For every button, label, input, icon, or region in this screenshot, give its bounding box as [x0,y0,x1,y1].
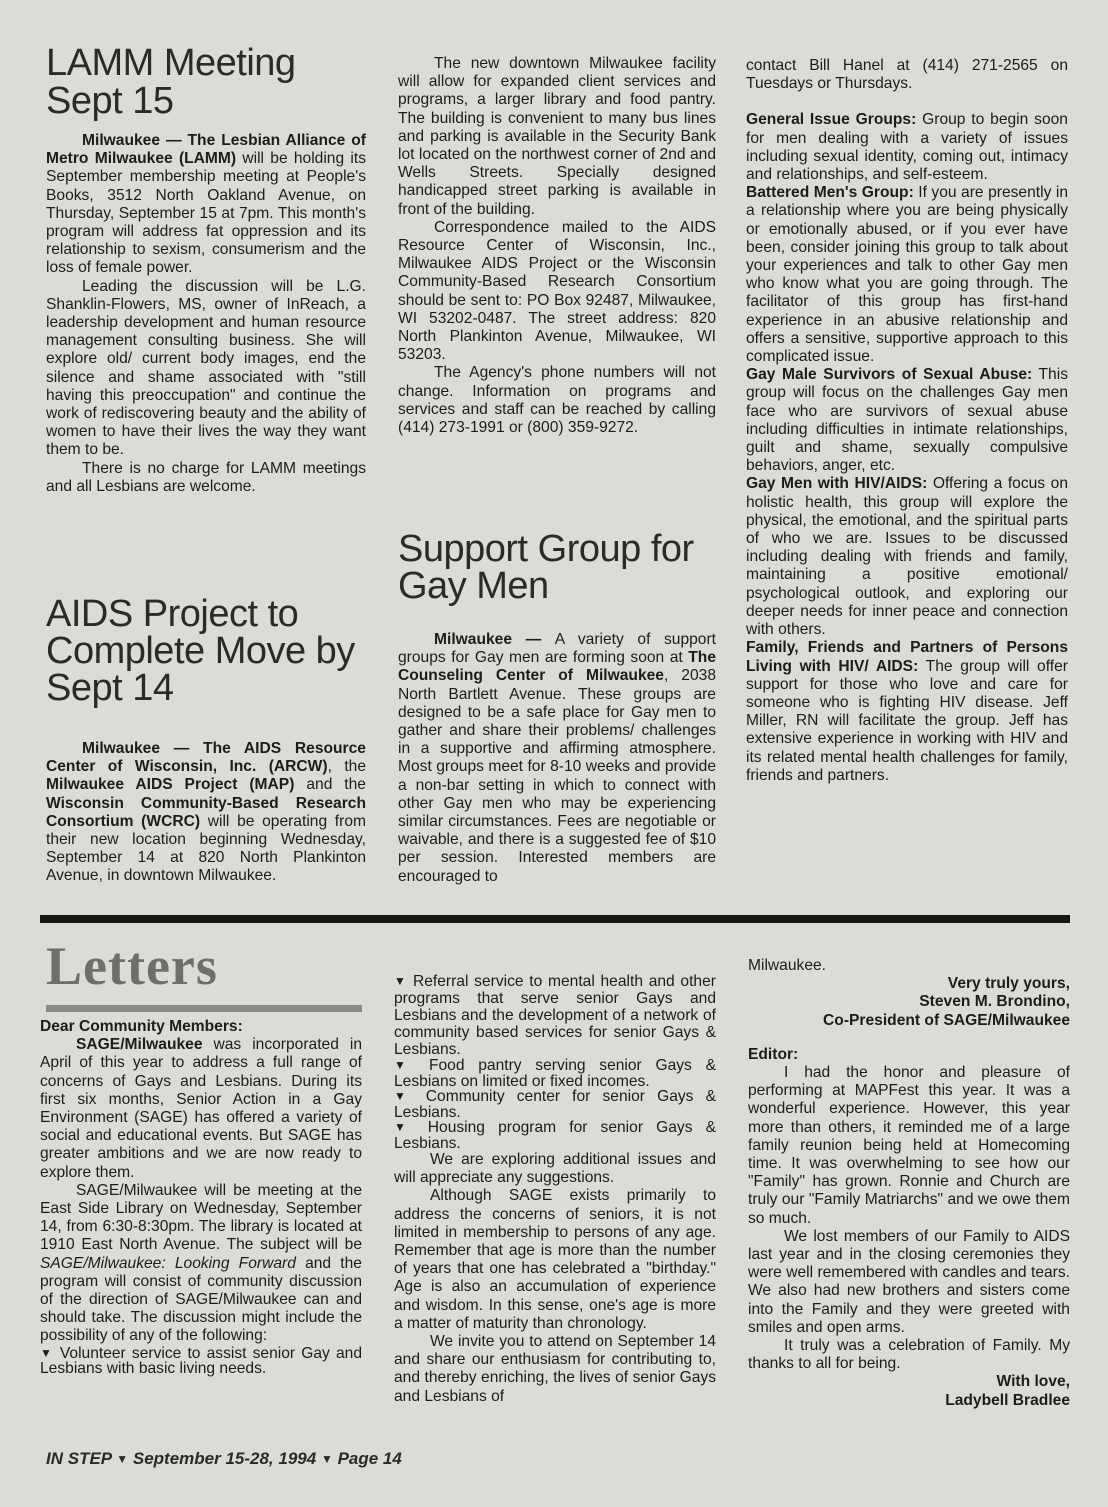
letter-2-paragraph-2: We lost members of our Family to AIDS last year and in the closing ceremonies they were well remembered with candles and tears. We also had new brothers and sisters come into the Family and they were greeted with smiles and open arms. [748,1227,1070,1336]
letters-title: Letters [46,936,218,996]
letter-1-paragraph-5: We invite you to attend on September 14 and share our enthusiasm for contributing to, and thereby enriching, the lives of senior Gays and Lesbians of [394,1333,716,1405]
lamm-article [46,132,366,496]
letter-1-bullet-5: ▼ Housing program for senior Gays & Lesbians. [394,1119,716,1152]
letter-1-salutation: Dear Community Members: [40,1018,243,1035]
letter-2-paragraph-1: I had the honor and pleasure of performing at MAPFest this year. It was a wonderful experience. However, this year more than others, it reminded me of a large family reunion being held at Homecoming time. It was overwhelming to see how our "Family" has grown. Ronnie and Church are truly our "Family Matriarchs" and we owe them so much. [748,1064,1070,1227]
letter-1-paragraph-1: SAGE/Milwaukee was incorporated in April of this year to address a full range of concerns of Gays and Lesbians. During its first six months, Senior Action in a Gay Environment (SAGE) has offered a variety of social and educational events. But SAGE has greater ambitions and we are now ready to explore them. [40,1036,362,1181]
aids-paragraph-2: The new downtown Milwaukee facility will allow for expanded client services and programs, a larger library and food pantry. The building is convenient to many bus lines and parking is available in the Security Bank lot located on the northwest corner of 2nd and Wells Streets. Specially designed handicapped street parking is available in front of the building. [398,55,716,218]
letter-2-paragraph-3: It truly was a celebration of Family. My thanks to all for being. [748,1337,1070,1373]
letter-1-paragraph-4: Although SAGE exists primarily to address the concerns of seniors, it is not limited in membership to persons of any age. Remember that age is more than the number of years that one has celebrated a "birthday." Age is also an accumulation of experience and wisdom. In this sense, one's age is more a matter of maturity than chronology. [394,1187,716,1332]
footer-separator-icon: ▼ [116,1452,129,1466]
letters-col-3 [748,957,1070,1410]
page-footer [46,1449,402,1469]
group-general: General Issue Groups: Group to begin soon for men dealing with a variety of issues including sexual identity, coming out, intimacy and relationships, and self-esteem. [746,111,1068,184]
letter-2-signer: Ladybell Bradlee [945,1391,1070,1409]
bullet-triangle-icon: ▼ [394,1120,415,1134]
support-article [398,631,716,886]
letter-1-signer: Steven M. Brondino, [919,993,1070,1011]
letter-1-paragraph-3: We are exploring additional issues and will appreciate any suggestions. [394,1151,716,1187]
letters-underline [46,1005,362,1012]
letter-1-paragraph-2: SAGE/Milwaukee will be meeting at the East Side Library on Wednesday, September 14, from 6:30-8:30pm. The library is located at 1910 East North Avenue. The subject will be SAGE/Milwaukee: Looking Forward and the program will consist of community discussion of the direction of SAGE/Milwaukee can and should take. The discussion might include the possibility of any of the following: [40,1181,362,1345]
section-divider [40,915,1070,923]
footer-date: September 15-28, 1994 [132,1449,317,1468]
support-article-continued [746,57,1068,785]
bullet-triangle-icon: ▼ [40,1345,54,1360]
footer-publication: IN STEP [46,1449,112,1468]
letter-1-signer-title: Co-President of SAGE/Milwaukee [823,1011,1070,1029]
bullet-triangle-icon: ▼ [394,974,408,988]
aids-article-continued [398,55,716,437]
group-battered: Battered Men's Group: If you are presently in a relationship where you are being physically or emotionally abused, or if you ever have been, consider joining this group to talk about your experiences and talk to other Gay men who know what you are going through. The facilitator of this group has first-hand experience in an abusive relationship and offers a sensitive, supportive approach to this complicated issue. [746,184,1068,366]
footer-page-number: Page 14 [337,1449,402,1468]
support-headline: Support Group for Gay Men [398,528,694,607]
letter-1-paragraph-5-cont: Milwaukee. [748,957,826,974]
aids-headline: AIDS Project to Complete Move by Sept 14 [46,593,355,709]
group-family: Family, Friends and Partners of Persons Living with HIV/ AIDS: The group will offer support for those who love and care for someone who is fighting HIV disease. Jeff Miller, RN will facilitate the group. Jeff has extensive experience in working with HIV and its related mental health challenges for family, friends and partners. [746,639,1068,784]
group-survivors: Gay Male Survivors of Sexual Abuse: This group will focus on the challenges Gay men face who are survivors of sexual abuse including difficulties in intimate relationships, guilt and shame, sexually compulsive behaviors, anger, etc. [746,366,1068,475]
aids-paragraph-3: Correspondence mailed to the AIDS Resource Center of Wisconsin, Inc., Milwaukee AIDS Project or the Wisconsin Community-Based Research Consortium should be sent to: PO Box 92487, Milwaukee, WI 53202-0487. The street address: 820 North Plankinton Avenue, Milwaukee, WI 53203. [398,218,716,364]
aids-article [46,740,366,886]
group-hiv: Gay Men with HIV/AIDS: Offering a focus on holistic health, this group will explore the physical, the emotional, and the spiritual parts of who we are. Issues to be discussed including dealing with friends and family, maintaining a positive emotional/ psychological outlook, and exploring our deeper needs for inner peace and connection with others. [746,475,1068,639]
letter-1-closing: Very truly yours, [947,975,1070,993]
letter-1-bullet-1: ▼ Volunteer service to assist senior Gay and Lesbians with basic living needs. [40,1344,362,1378]
aids-paragraph-1: Milwaukee — The AIDS Resource Center of Wisconsin, Inc. (ARCW), the Milwaukee AIDS Project (MAP) and the Wisconsin Community-Based Research Consortium (WCRC) will be operating from their new location beginning Wednesday, September 14 at 820 North Plankinton Avenue, in downtown Milwaukee. [46,740,366,885]
letter-1-col-2 [394,973,716,1406]
letter-1-col-1 [40,1018,362,1377]
letter-1-bullet-3: ▼ Food pantry serving senior Gays & Lesbians on limited or fixed incomes. [394,1057,716,1090]
letter-2-salutation: Editor: [748,1045,799,1063]
bullet-triangle-icon: ▼ [394,1089,414,1103]
letter-2-closing: With love, [996,1373,1070,1391]
lamm-paragraph-1: Milwaukee — The Lesbian Alliance of Metro Milwaukee (LAMM) will be holding its September membership meeting at People's Books, 3512 North Oakland Avenue, on Thursday, September 15 at 7pm. This month's program will address fat oppression and its relationship to sexism, consumerism and the loss of female power. [46,132,367,277]
lamm-paragraph-3: There is no charge for LAMM meetings and all Lesbians are welcome. [46,459,366,495]
footer-separator-icon: ▼ [320,1452,333,1466]
lamm-paragraph-2: Leading the discussion will be L.G. Shanklin-Flowers, MS, owner of InReach, a leadership development and human resource management consulting business. She will explore old/ current body images, end the silence and shame associated with "still having this preoccupation" and continue the work of rediscovering beauty and the ability of women to have their lives the way they want them to be. [46,277,366,459]
lamm-headline: LAMM Meeting Sept 15 [46,42,296,122]
letter-1-bullet-2: ▼ Referral service to mental health and other programs that serve senior Gays and Lesbians and the development of a network of community based services for senior Gays & Lesbians. [394,973,716,1058]
bullet-triangle-icon: ▼ [394,1058,416,1072]
support-contact: contact Bill Hanel at (414) 271-2565 on Tuesdays or Thursdays. [746,57,1068,93]
support-paragraph-1: Milwaukee — A variety of support groups for Gay men are forming soon at The Counseling Center of Milwaukee, 2038 North Bartlett Avenue. These groups are designed to be a safe place for Gay men to gather and share their problems/ challenges in a supportive and affirming atmosphere. Most groups meet for 8-10 weeks and provide a non-bar setting in which to connect with other Gay men who may be experiencing similar circumstances. Fees are negotiable or waivable, and there is a suggested fee of $10 per session. Interested members are encouraged to [398,631,716,885]
letter-1-bullet-4: ▼ Community center for senior Gays & Lesbians. [394,1088,716,1121]
aids-paragraph-4: The Agency's phone numbers will not change. Information on programs and services and staff can be reached by calling (414) 273-1991 or (800) 359-9272. [398,364,716,437]
